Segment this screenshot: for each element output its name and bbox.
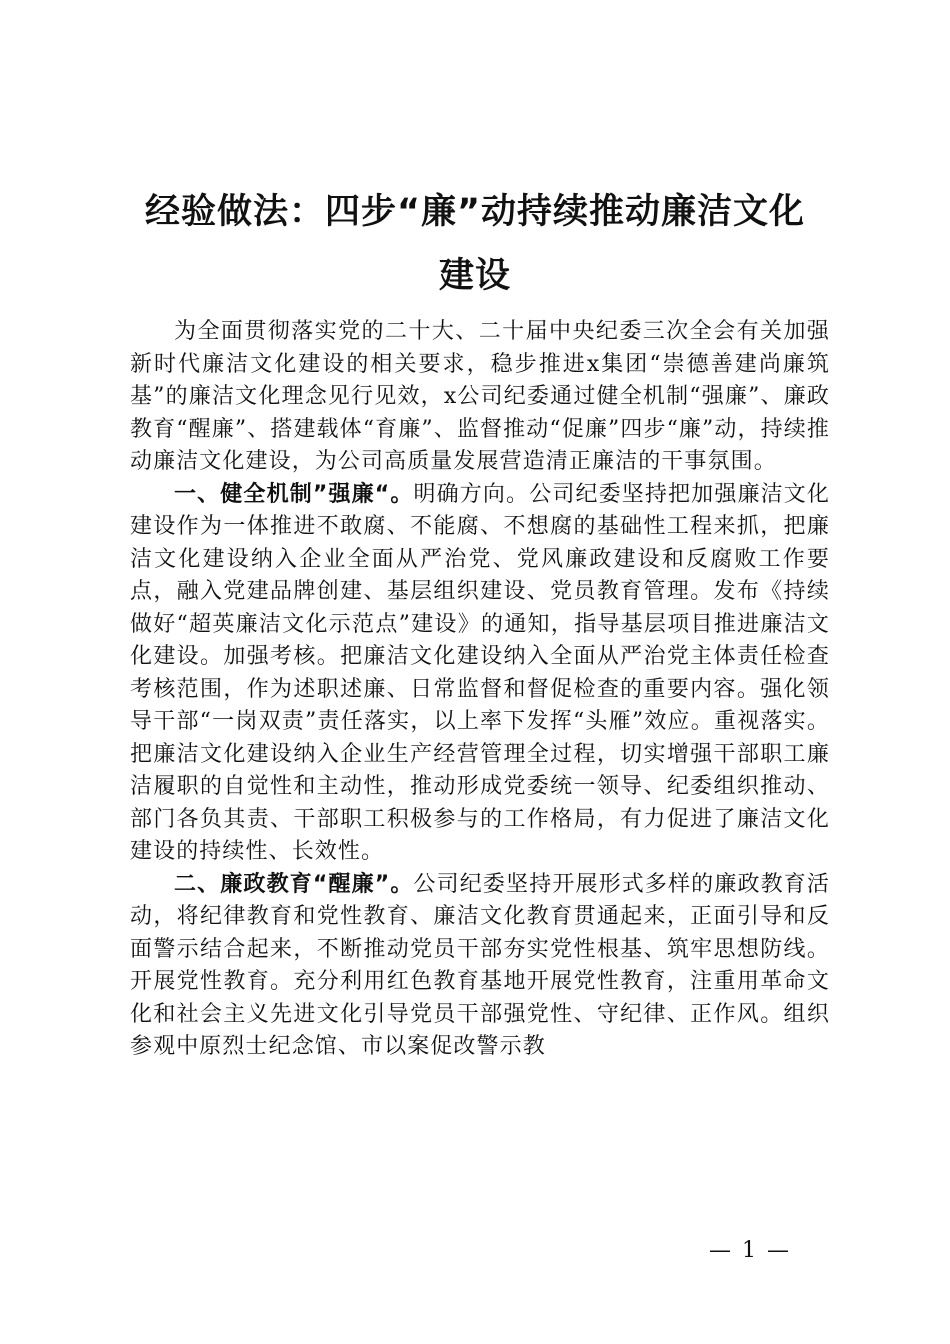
section-heading-1: 一、健全机制”强廉“。 <box>174 481 414 507</box>
title-line-2: 建设 <box>438 256 511 296</box>
section-text-1: 明确方向。公司纪委坚持把加强廉洁文化建设作为一体推进不敢腐、不能腐、不想腐的基础性工程来抓，把廉洁文化建设纳入企业全面从严治党、党风廉政建设和反腐败工作要点，融入党建品牌创建、基层组织建设、党员教育管理。发布《持续做好“超英廉洁文化示范点”建设》的通知，指导基层项目推进廉洁文化建设。加强考核。把廉洁文化建设纳入全面从严治党主体责任检查考核范围，作为述职述廉、日常监督和督促检查的重要内容。强化领导干部“一岗双责”责任落实，以上率下发挥“头雁”效应。重视落实。把廉洁文化建设纳入企业生产经营管理全过程，切实增强干部职工廉洁履职的自觉性和主动性，推动形成党委统一领导、纪委组织推动、部门各负其责、干部职工积极参与的工作格局，有力促进了廉洁文化建设的持续性、长效性。 <box>130 481 830 864</box>
title-line-1: 经验做法：四步“廉”动持续推动廉洁文化 <box>144 192 805 232</box>
section-paragraph-2 <box>130 869 830 1064</box>
section-heading-2: 二、廉政教育“醒廉”。 <box>174 871 414 897</box>
intro-paragraph: 为全面贯彻落实党的二十大、二十届中央纪委三次全会有关加强新时代廉洁文化建设的相关要求，稳步推进x集团“崇德善建尚廉筑基”的廉洁文化理念见行见效，x公司纪委通过健全机制“强廉”、廉政教育“醒廉”、搭建载体“育廉”、监督推动“促廉”四步“廉”动，持续推动廉洁文化建设，为公司高质量发展营造清正廉洁的干事氛围。 <box>130 319 830 474</box>
section-paragraph-1 <box>130 479 830 869</box>
document-body <box>130 316 830 1064</box>
document-title <box>120 180 830 308</box>
page-number: — 1 — <box>709 1238 791 1263</box>
section-text-2: 公司纪委坚持开展形式多样的廉政教育活动，将纪律教育和党性教育、廉洁文化教育贯通起来，正面引导和反面警示结合起来，不断推动党员干部夯实党性根基、筑牢思想防线。开展党性教育。充分利用红色教育基地开展党性教育，注重用革命文化和社会主义先进文化引导党员干部强党性、守纪律、正作风。组织参观中原烈士纪念馆、市以案促改警示教 <box>130 871 830 1059</box>
